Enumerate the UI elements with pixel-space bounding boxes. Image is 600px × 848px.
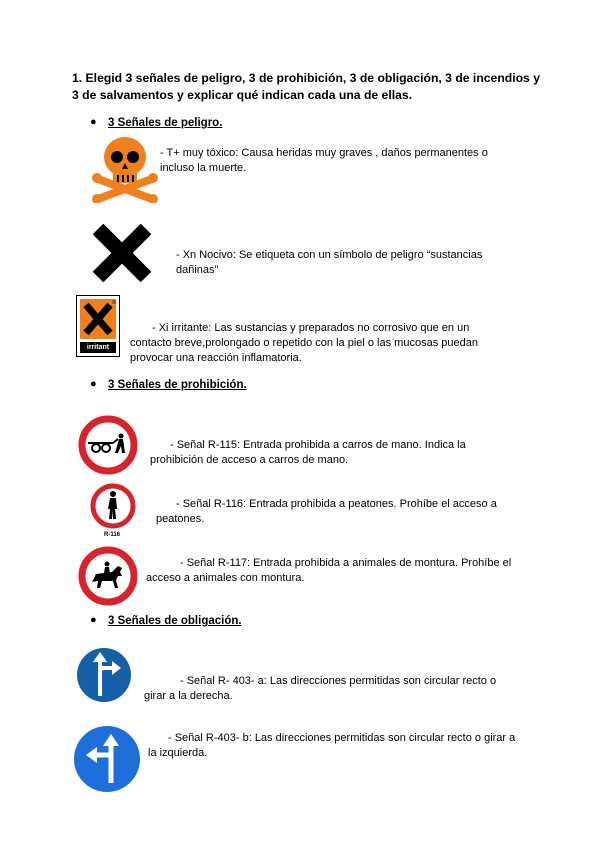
- no-pedestrians-sign-icon: [90, 483, 136, 529]
- irritant-label-caption: irritant: [86, 344, 110, 351]
- no-handcarts-sign-icon: [78, 415, 138, 475]
- bullet-dot: ●: [90, 116, 97, 128]
- item-text-r116: - Señal R-116: Entrada prohibida a peatones. Prohíbe el acceso a peatones.: [156, 498, 497, 525]
- item-text-r115: - Señal R-115: Entrada prohibida a carros de mano. Indica la prohibición de acceso a carros de mano.: [150, 439, 466, 466]
- x-cross-icon: [92, 224, 152, 282]
- section-heading-obligacion: 3 Señales de obligación.: [108, 615, 242, 627]
- item-text-toxico: - T+ muy tóxico: Causa heridas muy graves , daños permanentes o incluso la muerte.: [160, 147, 488, 174]
- r116-caption: R-116: [104, 532, 121, 538]
- section-heading-peligro: 3 Señales de peligro.: [108, 117, 223, 129]
- skull-crossbones-icon: [92, 133, 158, 203]
- straight-or-left-sign-icon: [73, 725, 141, 793]
- irritant-label-icon: [76, 295, 120, 357]
- item-text-r403b: - Señal R-403- b: Las direcciones permitidas son circular recto o girar a la izquierda.: [148, 732, 516, 759]
- item-text-nocivo: - Xn Nocivo: Se etiqueta con un símbolo de peligro “sustancias dañinas”: [176, 249, 483, 276]
- bullet-dot: ●: [90, 614, 97, 626]
- item-text-irritante: - Xi irritante: Las sustancias y preparados no corrosivo que en un contacto breve,prolongado o repetido con la piel o las mucosas puedan provocar una reacción inflamatoria.: [130, 322, 478, 364]
- item-text-r403a: - Señal R- 403- a: Las direcciones permitidas son circular recto o girar a la derecha.: [144, 675, 497, 702]
- bullet-dot: ●: [90, 378, 97, 390]
- no-horses-sign-icon: [78, 546, 138, 606]
- item-text-r117: - Señal R-117: Entrada prohibida a animales de montura. Prohíbe el acceso a animales con montura.: [146, 557, 512, 584]
- svg-text:Xi: Xi: [112, 300, 117, 306]
- section-heading-prohibicion: 3 Señales de prohibición.: [108, 379, 247, 391]
- page-title: 1. Elegid 3 señales de peligro, 3 de prohibición, 3 de obligación, 3 de incendios y 3 de salvamentos y explicar qué indican cada una de ellas.: [72, 71, 540, 102]
- straight-or-right-sign-icon: [76, 646, 132, 704]
